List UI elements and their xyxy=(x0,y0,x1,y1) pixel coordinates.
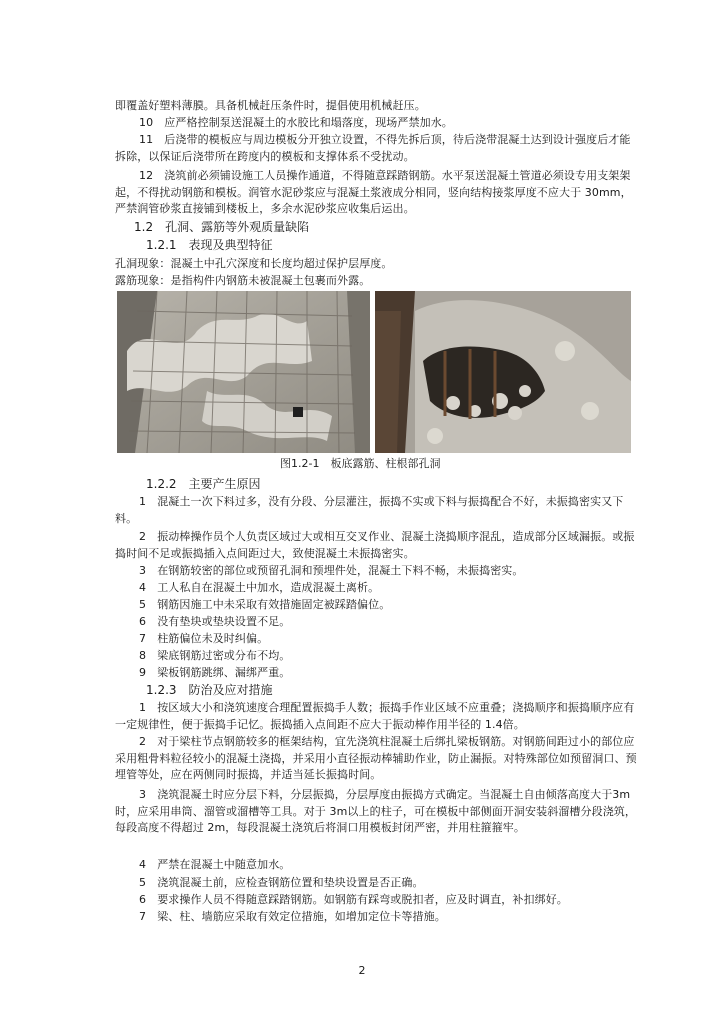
measure-item: 4 严禁在混凝土中随意加水。 xyxy=(139,858,291,871)
cause-item: 7 柱筋偏位未及时纠偏。 xyxy=(139,632,269,645)
measure-item: 6 要求操作人员不得随意踩踏钢筋。如钢筋有踩弯或脱扣者，应及时调直，补扣绑好。 xyxy=(139,893,568,906)
photo-slab-exposed-rebar xyxy=(117,291,370,453)
measure-item: 7 梁、柱、墙筋应采取有效定位措施，如增加定位卡等措施。 xyxy=(139,910,446,923)
cause-item: 5 钢筋因施工中未采取有效措施固定被踩踏偏位。 xyxy=(139,598,391,611)
paragraph-intro-0: 即覆盖好塑料薄膜。具备机械赶压条件时，提倡使用机械赶压。 xyxy=(115,99,426,112)
paragraph-intro-12: 12 浇筑前必须铺设施工人员操作通道，不得随意踩踏钢筋。水平泵送混凝土管道必须设专用支架架起，不得扰动钢筋和模板。润管水泥砂浆应与混凝土浆液成分相同，竖向结构接浆厚度不应大于 30mm，严禁润管砂浆直接铺到楼板上，多余水泥砂浆应收集后运出。 xyxy=(115,169,632,216)
page-number: 2 xyxy=(358,964,366,977)
cause-item: 8 梁底钢筋过密或分布不均。 xyxy=(139,649,291,662)
measure-item: 1 按区域大小和浇筑速度合理配置振捣手人数；振捣手作业区域不应重叠；浇捣顺序和振捣顺序应有一定规律性，便于振捣手记忆。振捣插入点间距不应大于振动棒作用半径的 1.4倍。 xyxy=(115,701,635,731)
subsection-heading-2: 1.2.2 主要产生原因 xyxy=(146,477,261,491)
subsection-heading-1: 1.2.1 表现及典型特征 xyxy=(146,238,273,252)
figure-caption: 图1.2-1 板底露筋、柱根部孔洞 xyxy=(280,457,441,470)
cause-item: 4 工人私自在混凝土中加水，造成混凝土离析。 xyxy=(139,581,380,594)
cause-item: 3 在钢筋较密的部位或预留孔洞和预埋件处，混凝土下料不畅，未振捣密实。 xyxy=(139,564,524,577)
section-heading: 1.2 孔洞、露筋等外观质量缺陷 xyxy=(134,220,310,234)
cause-item: 6 没有垫块或垫块设置不足。 xyxy=(139,615,291,628)
measure-item: 5 浇筑混凝土前，应检查钢筋位置和垫块设置是否正确。 xyxy=(139,876,424,889)
measure-item: 2 对于梁柱节点钢筋较多的框架结构，宜先浇筑柱混凝土后绑扎梁板钢筋。对钢筋间距过小的部位应采用粗骨料粒径较小的混凝土浇捣，并采用小直径振动棒辅助作业，防止漏振。对特殊部位如预留洞口、预埋管等处，应在两侧同时振捣，并适当延长振捣时间。 xyxy=(115,735,637,782)
photo-column-base-hole xyxy=(375,291,631,453)
cause-item: 9 梁板钢筋跳绑、漏绑严重。 xyxy=(139,666,291,679)
definition-exposed-rebar: 露筋现象：是指构件内钢筋未被混凝土包裹而外露。 xyxy=(115,274,371,287)
definition-hole: 孔洞现象：混凝土中孔穴深度和长度均超过保护层厚度。 xyxy=(115,257,393,270)
cause-item: 1 混凝土一次下料过多，没有分段、分层灌注，振捣不实或下料与振捣配合不好，未振捣密实又下料。 xyxy=(115,495,624,525)
cause-item: 2 振动棒操作员个人负责区域过大或相互交叉作业、混凝土浇捣顺序混乱，造成部分区域漏振。或振捣时间不足或振捣插入点间距过大，致使混凝土未振捣密实。 xyxy=(115,530,635,560)
paragraph-intro-11: 11 后浇带的模板应与周边模板分开独立设置，不得先拆后顶，待后浇带混凝土达到设计强度后才能拆除，以保证后浇带所在跨度内的模板和支撑体系不受扰动。 xyxy=(115,133,631,163)
subsection-heading-3: 1.2.3 防治及应对措施 xyxy=(146,683,273,697)
measure-item: 3 浇筑混凝土时应分层下料，分层振捣，分层厚度由振捣方式确定。当混凝土自由倾落高度大于3m时，应采用串筒、溜管或溜槽等工具。对于 3m以上的柱子，可在模板中部侧面开洞安装斜溜槽分段浇筑，每段高度不得超过 2m，每段混凝土浇筑后将洞口用模板封闭严密，并用柱箍箍牢。 xyxy=(115,788,637,835)
paragraph-intro-10: 10 应严格控制泵送混凝土的水胶比和塌落度，现场严禁加水。 xyxy=(139,116,453,129)
